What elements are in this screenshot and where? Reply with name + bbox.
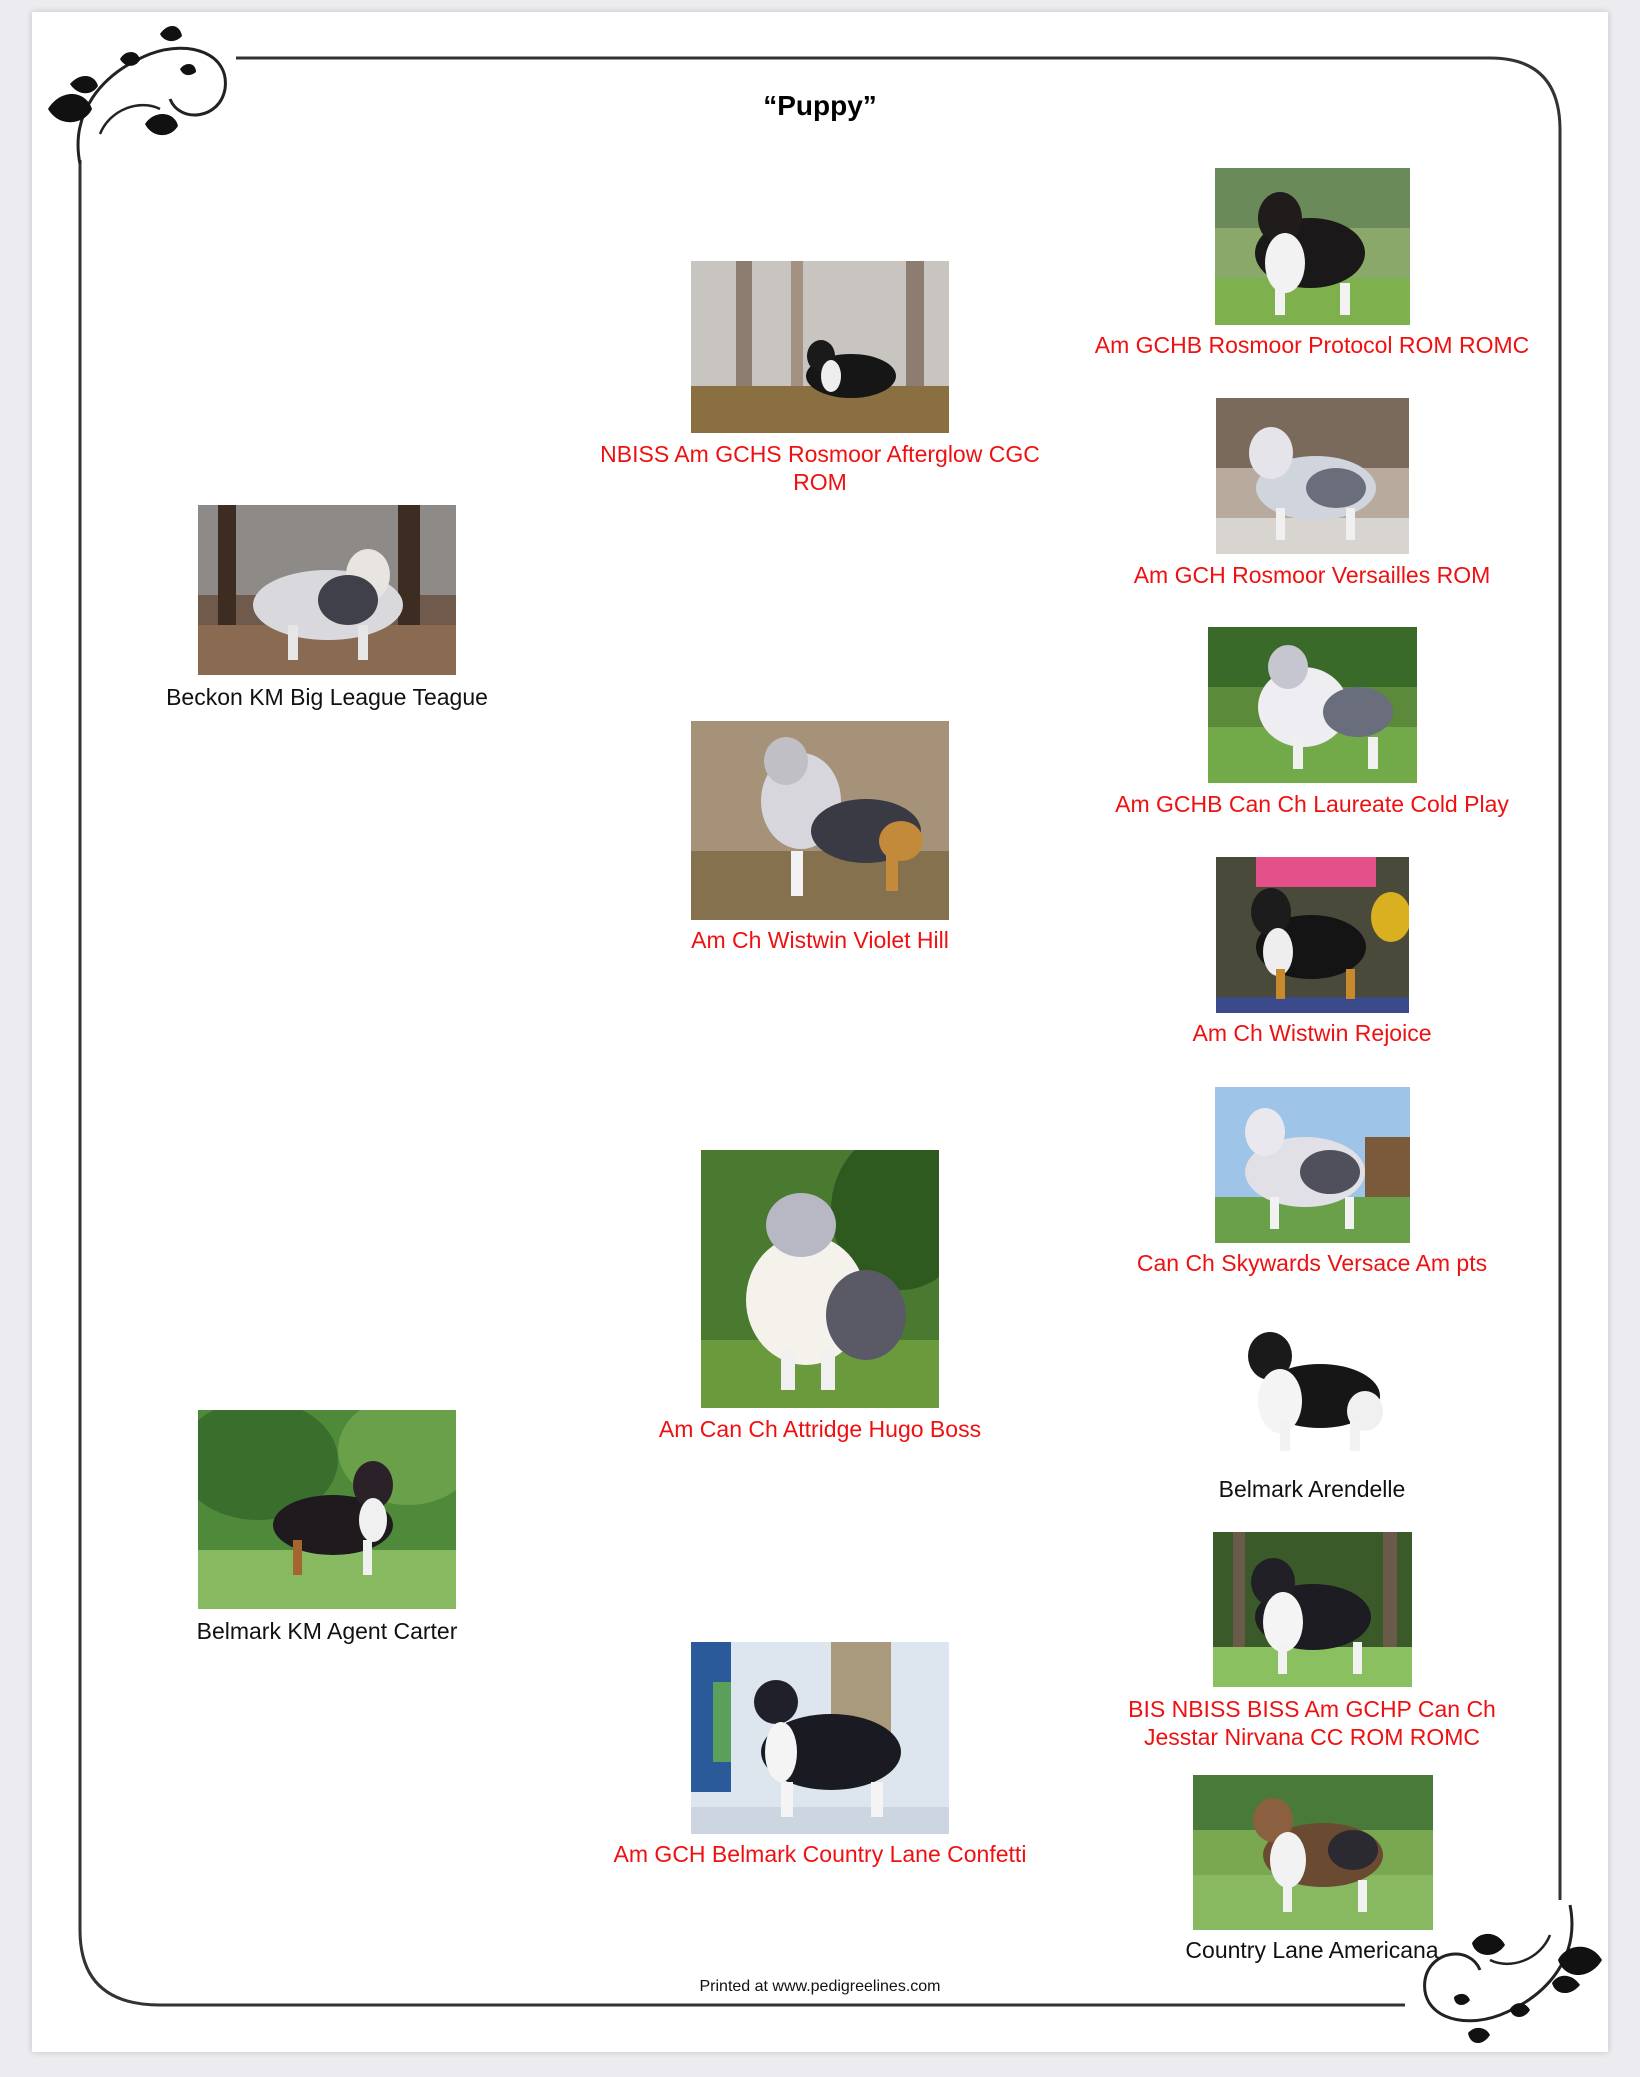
dog-name: Am Ch Wistwin Violet Hill <box>691 927 949 953</box>
dog-name: Belmark Arendelle <box>1218 1476 1406 1502</box>
dog-name-line2: ROM <box>793 469 847 495</box>
dog-name: Am Can Ch Attridge Hugo Boss <box>658 1416 982 1442</box>
dog-name: BIS NBISS BISS Am GCHP Can Ch <box>1128 1696 1496 1722</box>
dog-name: Am GCH Rosmoor Versailles ROM <box>1133 562 1491 588</box>
dog-name-line2: Jesstar Nirvana CC ROM ROMC <box>1143 1724 1481 1750</box>
dog-photo <box>701 1150 939 1408</box>
dog-name: NBISS Am GCHS Rosmoor Afterglow CGC <box>600 441 1040 467</box>
dog-name: Am GCH Belmark Country Lane Confetti <box>613 1841 1027 1867</box>
dog-photo <box>198 505 456 675</box>
dog-name: Can Ch Skywards Versace Am pts <box>1136 1250 1488 1276</box>
dog-photo <box>1215 1087 1410 1243</box>
dog-photo <box>691 261 949 433</box>
dog-photo <box>1225 1316 1400 1460</box>
dog-photo <box>1193 1775 1433 1930</box>
dog-photo <box>1208 627 1417 783</box>
dog-name: Country Lane Americana <box>1185 1937 1439 1963</box>
flourish-ornament-bottom-right <box>1410 1895 1610 2055</box>
dog-photo <box>1216 398 1409 554</box>
dog-photo <box>198 1410 456 1609</box>
dog-photo <box>691 721 949 920</box>
dog-name: Am Ch Wistwin Rejoice <box>1192 1020 1432 1046</box>
dog-photo <box>1215 168 1410 325</box>
dog-photo <box>1216 857 1409 1013</box>
dog-name: Am GCHB Rosmoor Protocol ROM ROMC <box>1094 332 1530 358</box>
dog-photo <box>691 1642 949 1834</box>
dog-name: Belmark KM Agent Carter <box>196 1618 458 1644</box>
dog-photo <box>1213 1532 1412 1687</box>
page-title: “Puppy” <box>763 90 877 121</box>
printed-footer: Printed at www.pedigreelines.com <box>699 1978 941 1995</box>
dog-name: Beckon KM Big League Teague <box>166 684 488 710</box>
dog-name: Am GCHB Can Ch Laureate Cold Play <box>1115 791 1509 817</box>
